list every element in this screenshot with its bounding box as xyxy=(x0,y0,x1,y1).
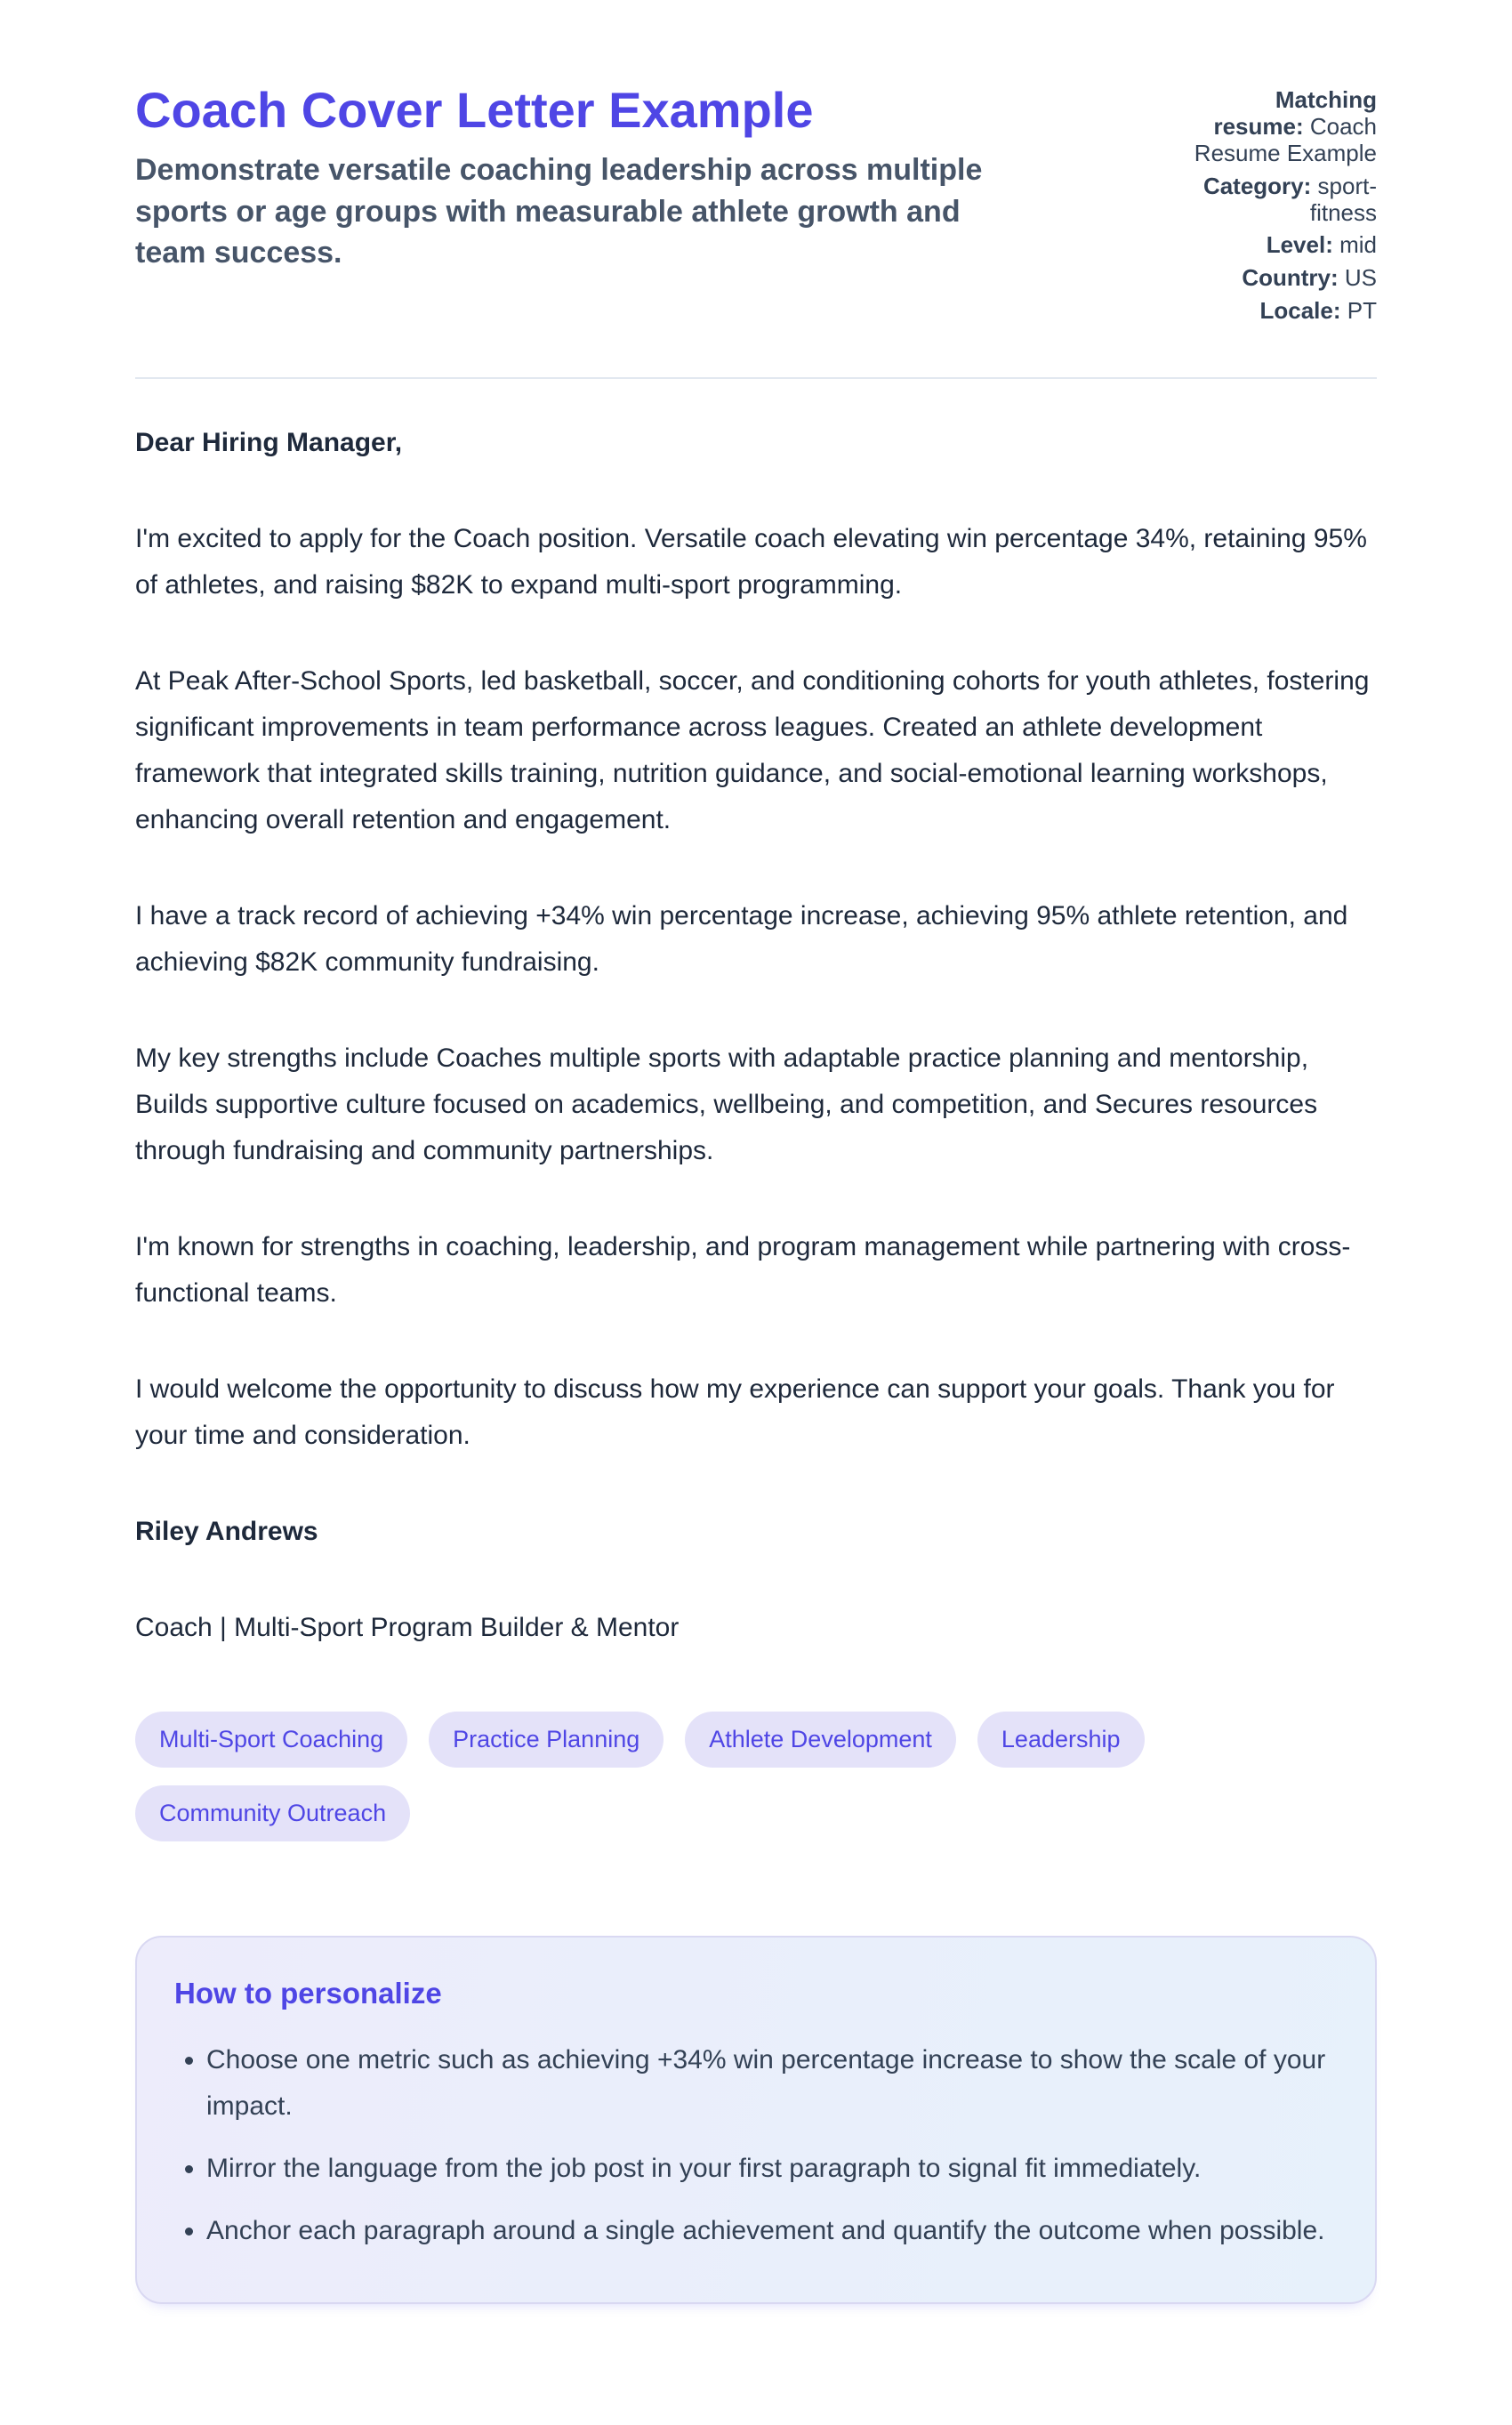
meta-label: Matching resume: xyxy=(1213,86,1377,140)
personalize-tip: • Mirror the language from the job post in your first paragraph to signal fit immediately. xyxy=(206,2146,1334,2192)
meta-country xyxy=(1190,265,1377,292)
page-title: Coach Cover Letter Example xyxy=(135,82,814,138)
signature-role: Coach | Multi-Sport Program Builder & Mentor xyxy=(135,1613,680,1643)
meta-value: Coach Resume Example xyxy=(1194,112,1377,166)
letter-paragraph: At Peak After-School Sports, led basketball, soccer, and conditioning cohorts for youth athletes, fostering significant improvements in team performance across leagues. Created an athlete development framework that integrated skills training, nutrition guidance, and social-emotional learning workshops, enhancing overall retention and engagement. xyxy=(135,666,1370,835)
personalize-list xyxy=(174,2037,1334,2254)
header-divider xyxy=(135,377,1377,379)
skill-tag: Practice Planning xyxy=(429,1712,664,1768)
meta-value: mid xyxy=(1339,231,1377,259)
letter-greeting: Dear Hiring Manager, xyxy=(135,428,403,458)
skill-tag: Leadership xyxy=(977,1712,1145,1768)
page-subtitle: Demonstrate versatile coaching leadership across multiple sports or age groups with measurable athlete growth and team success. xyxy=(135,153,983,270)
meta-label: Category: xyxy=(1202,172,1312,199)
signature-name: Riley Andrews xyxy=(135,1517,318,1547)
meta-value: US xyxy=(1344,264,1377,292)
meta-value: PT xyxy=(1347,297,1377,325)
letter-paragraph: I'm excited to apply for the Coach position. Versatile coach elevating win percentage 34%, retaining 95% of athletes, and raising $82K to expand multi-sport programming. xyxy=(135,524,1367,600)
meta-locale xyxy=(1190,298,1377,325)
meta-matching-resume xyxy=(1190,87,1377,167)
letter-paragraph: I have a track record of achieving +34% win percentage increase, achieving 95% athlete retention, and achieving $82K community fundraising. xyxy=(135,901,1348,978)
page-header xyxy=(135,82,1377,331)
meta-label: Level: xyxy=(1266,231,1333,259)
cover-letter-page xyxy=(135,0,1377,2391)
meta-label: Country: xyxy=(1242,264,1339,292)
skill-tag: Multi-Sport Coaching xyxy=(135,1712,407,1768)
meta-value: sport-fitness xyxy=(1309,172,1377,226)
skill-tags xyxy=(135,1712,1377,1841)
personalize-heading: How to personalize xyxy=(174,1977,442,2010)
skill-tag: Community Outreach xyxy=(135,1785,410,1841)
meta-level xyxy=(1190,232,1377,259)
header-title-block xyxy=(135,82,1163,273)
meta-category xyxy=(1190,173,1377,227)
letter-paragraph: I'm known for strengths in coaching, leadership, and program management while partnering with cross-functional teams. xyxy=(135,1232,1351,1309)
personalize-tip: • Anchor each paragraph around a single achievement and quantify the outcome when possible. xyxy=(206,2208,1334,2254)
personalize-tip: • Choose one metric such as achieving +34% win percentage increase to show the scale of your impact. xyxy=(206,2037,1334,2130)
skill-tag: Athlete Development xyxy=(685,1712,956,1768)
meta-label: Locale: xyxy=(1259,297,1341,325)
letter-paragraph: My key strengths include Coaches multiple sports with adaptable practice planning and mentorship, Builds supportive culture focused on academics, wellbeing, and competition, and Secures resources through fundraising and community partnerships. xyxy=(135,1043,1318,1166)
cover-letter-body xyxy=(135,420,1377,1651)
personalize-callout xyxy=(135,1936,1377,2304)
letter-paragraph: I would welcome the opportunity to discuss how my experience can support your goals. Thank you for your time and consideration. xyxy=(135,1374,1335,1451)
resume-meta-block xyxy=(1190,87,1377,331)
